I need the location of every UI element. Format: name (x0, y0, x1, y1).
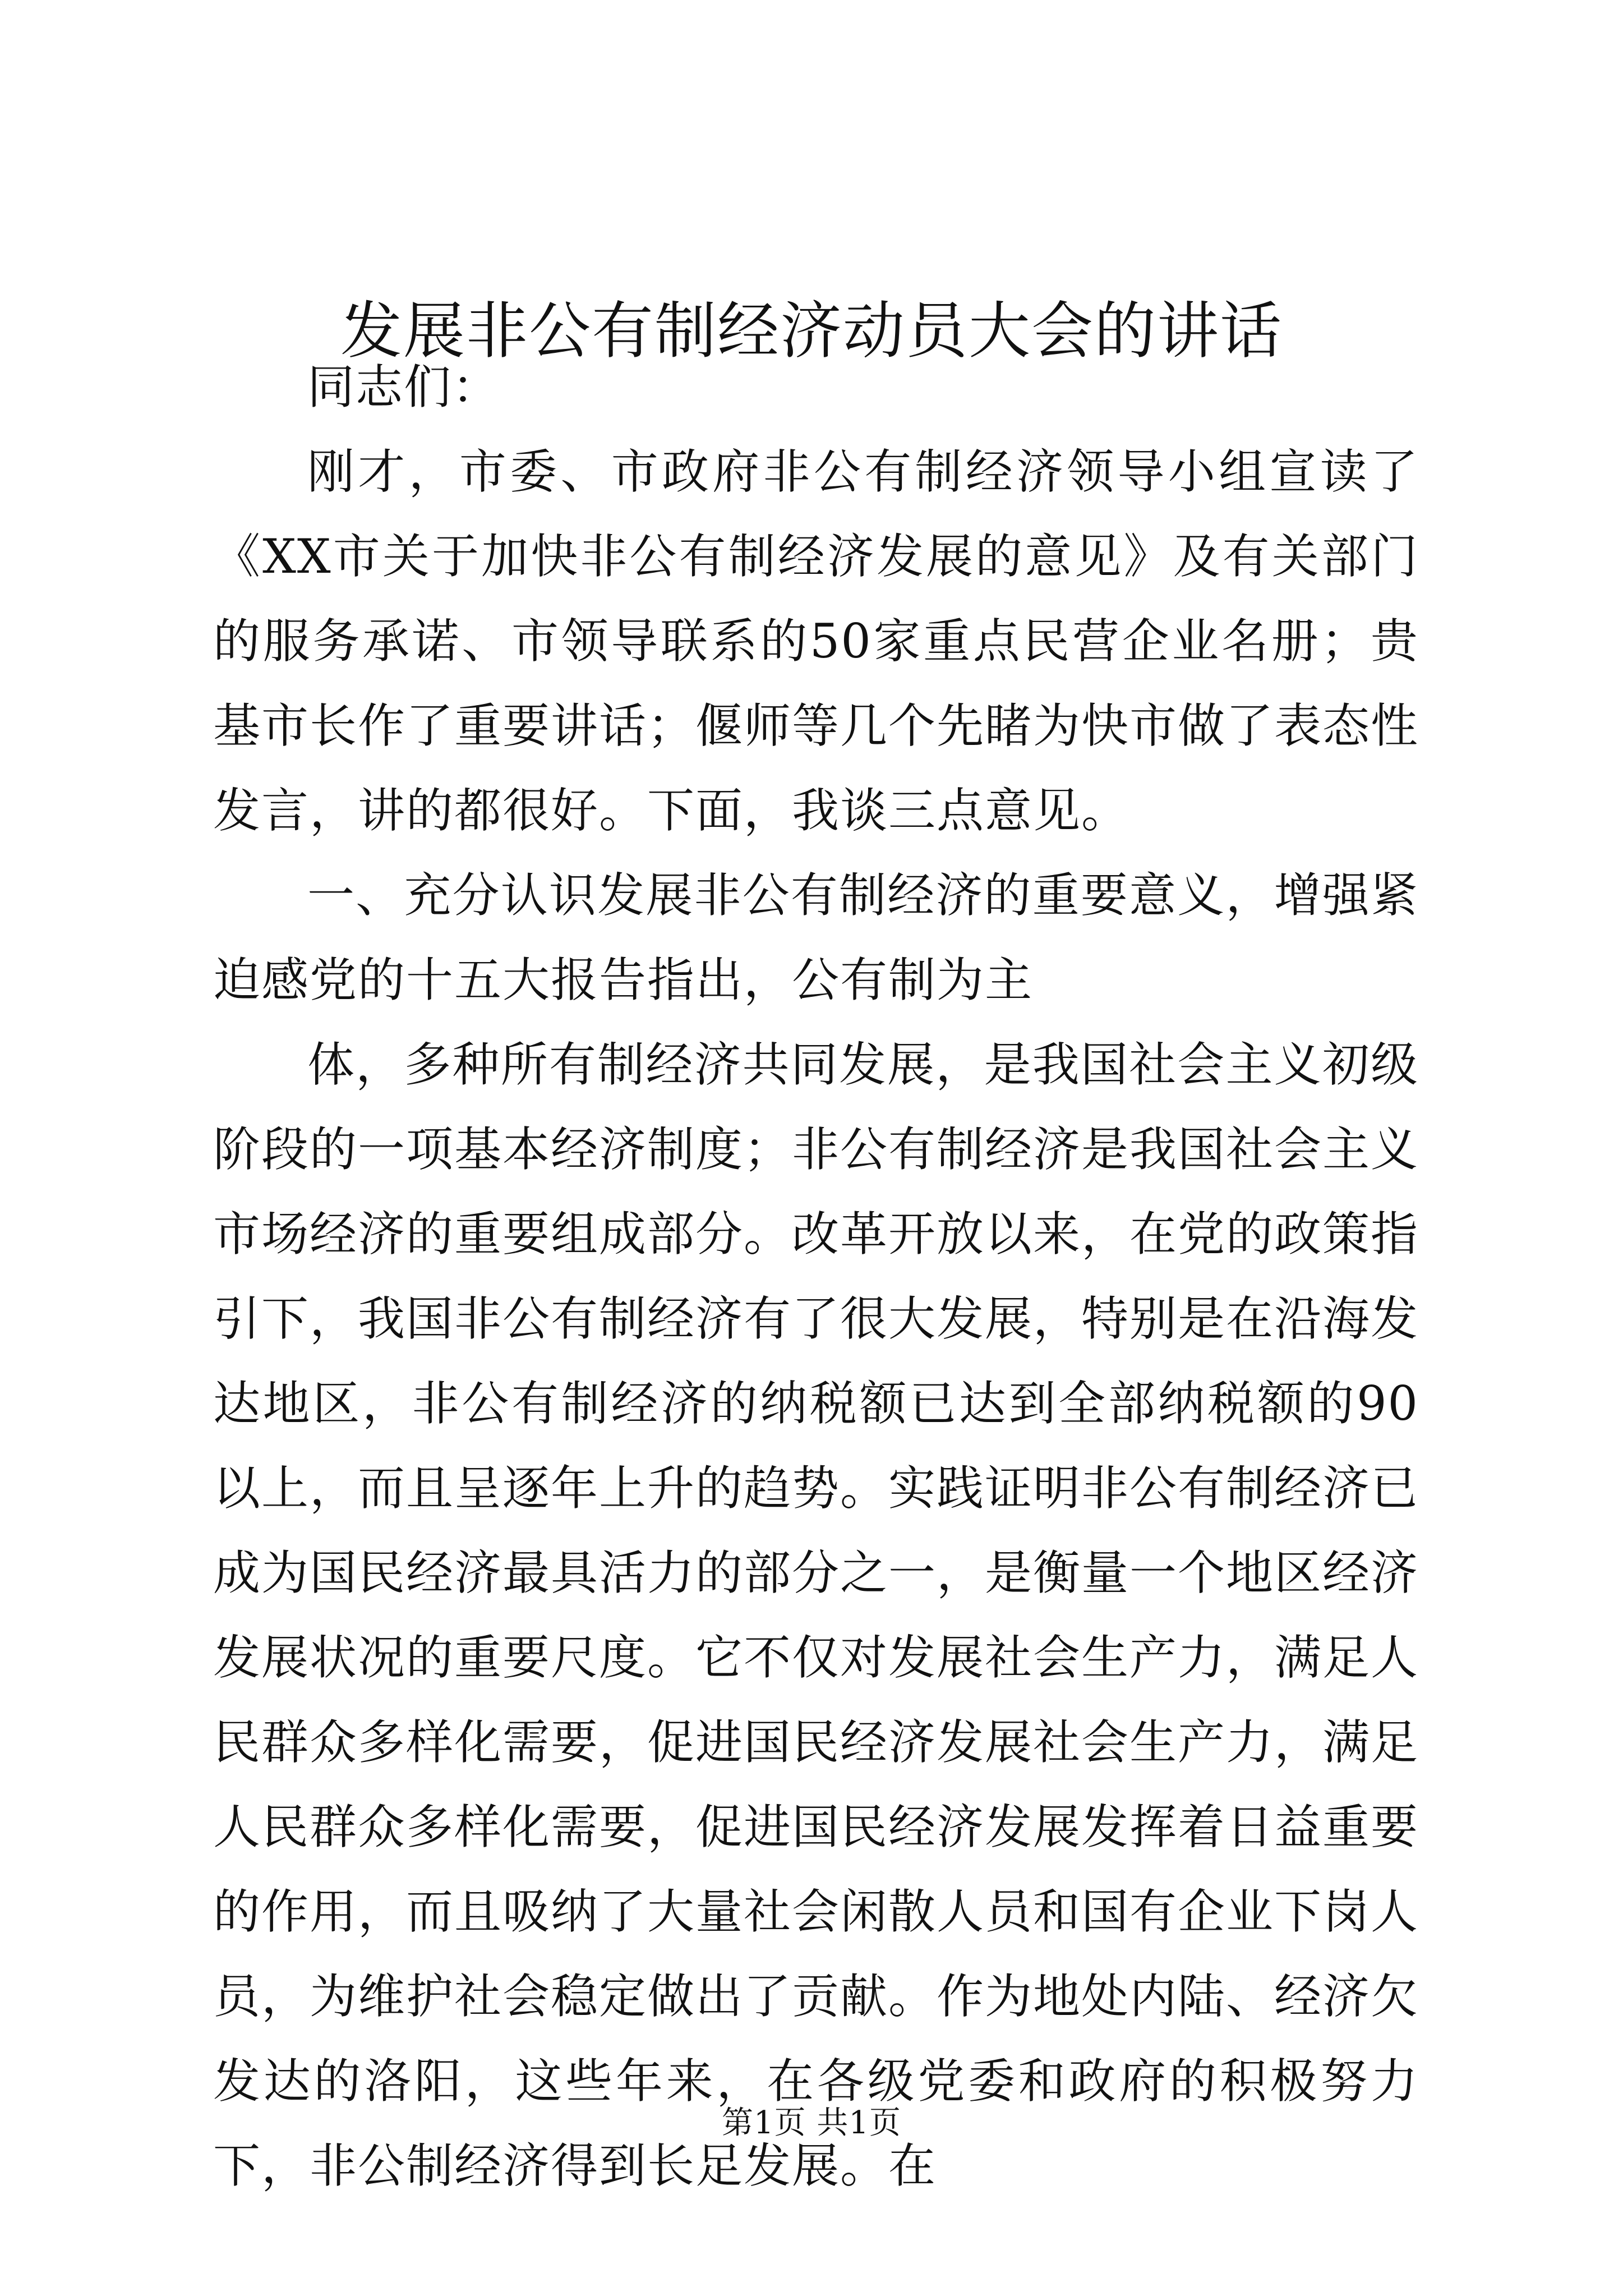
salutation: 同志们： (307, 360, 501, 415)
document-body (213, 345, 1419, 2208)
paragraph-section-one-heading: 一、充分认识发展非公有制经济的重要意义，增强紧迫感党的十五大报告指出，公有制为主 (213, 868, 1419, 1007)
paragraph-section-one-body: 体，多种所有制经济共同发展，是我国社会主义初级阶段的一项基本经济制度；非公有制经济是我国社会主义市场经济的重要组成部分。改革开放以来，在党的政策指引下，我国非公有制经济有了很大发展，特别是在沿海发达地区，非公有制经济的纳税额已达到全部纳税额的90以上，而且呈逐年上升的趋势。实践证明非公有制经济已成为国民经济最具活力的部分之一，是衡量一个地区经济发展状况的重要尺度。它不仅对发展社会生产力，满足人民群众多样化需要，促进国民经济发展社会生产力，满足人民群众多样化需要，促进国民经济发展发挥着日益重要的作用，而且吸纳了大量社会闲散人员和国有企业下岗人员，为维护社会稳定做出了贡献。作为地处内陆、经济欠发达的洛阳，这些年来，在各级党委和政府的积极努力下，非公制经济得到长足发展。在 (213, 1037, 1419, 2193)
page-footer: 第1页 共1页 (721, 2105, 902, 2141)
document-title: 发展非公有制经济动员大会的讲话 (340, 295, 1283, 367)
paragraph-opening: 刚才，市委、市政府非公有制经济领导小组宣读了《XX市关于加快非公有制经济发展的意见》及有关部门的服务承诺、市领导联系的50家重点民营企业名册；贵基市长作了重要讲话；偃师等几个先睹为快市做了表态性发言，讲的都很好。下面，我谈三点意见。 (213, 444, 1419, 838)
